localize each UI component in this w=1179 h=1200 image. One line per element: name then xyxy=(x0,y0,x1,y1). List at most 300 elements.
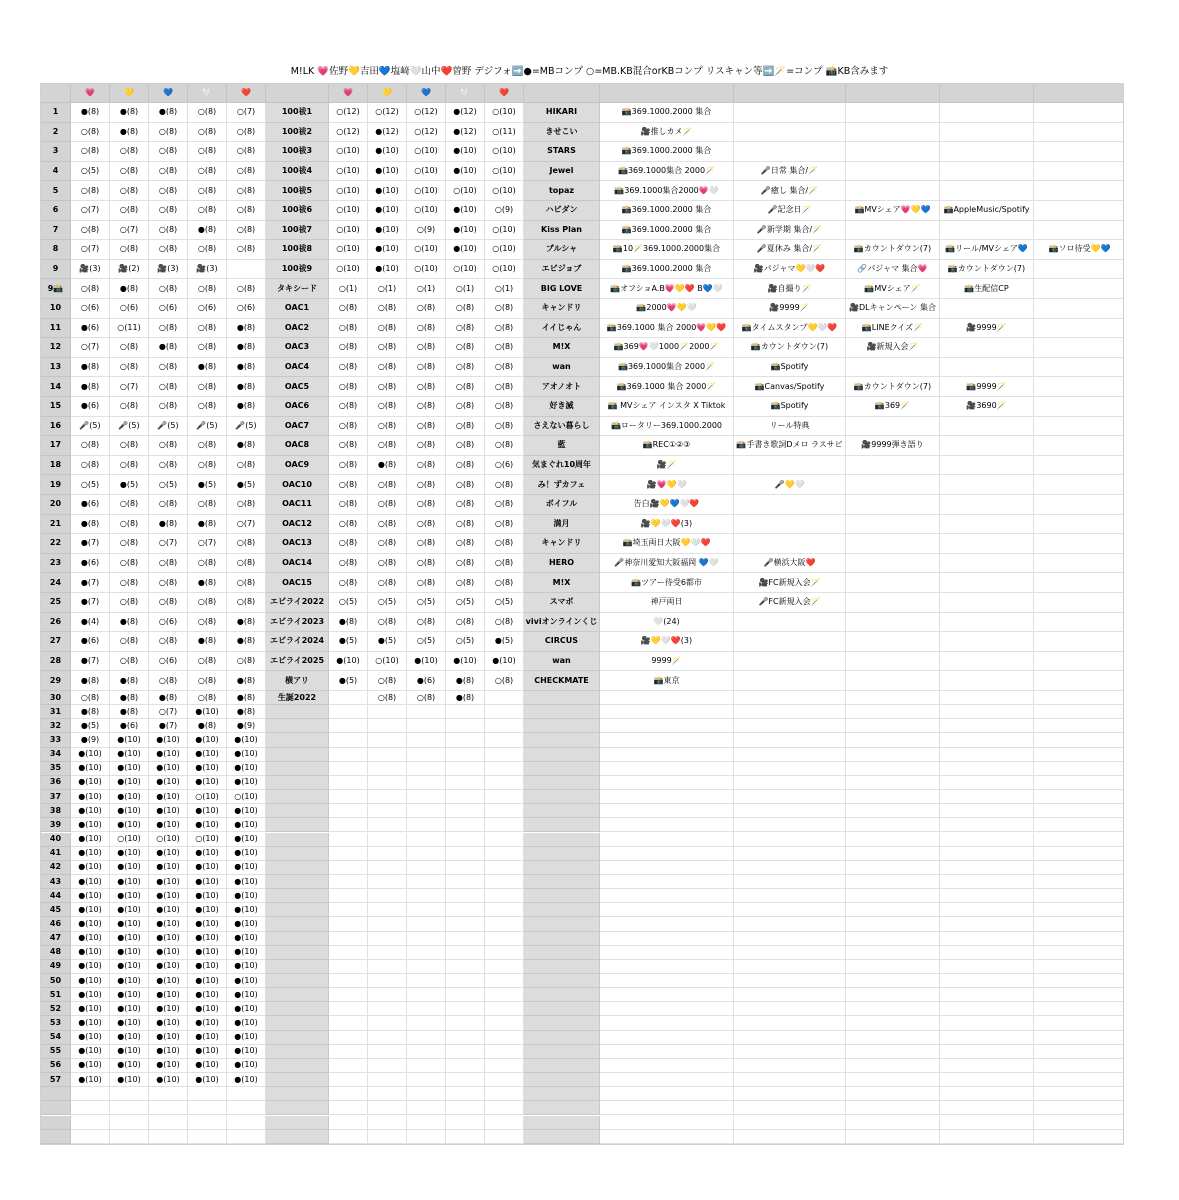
event-member-cell[interactable]: ○(8) xyxy=(485,377,524,397)
event-member-cell[interactable]: ○(10) xyxy=(407,181,446,201)
event-name-cell[interactable] xyxy=(266,1031,329,1045)
extra-item-cell[interactable] xyxy=(600,932,734,946)
digifo-cell[interactable]: ○(8) xyxy=(149,142,188,162)
event-member-cell[interactable]: ●(10) xyxy=(446,240,485,260)
digifo-cell[interactable]: ○(8) xyxy=(149,240,188,260)
extra-item-cell[interactable] xyxy=(1034,1031,1124,1045)
event-member-cell[interactable] xyxy=(368,903,407,917)
event-name-cell[interactable] xyxy=(266,960,329,974)
event-name-cell[interactable]: OAC10 xyxy=(266,475,329,495)
event-member-cell[interactable]: ○(8) xyxy=(368,397,407,417)
event-member-cell[interactable] xyxy=(368,1002,407,1016)
extra-item-cell[interactable]: 🎥推しカメ🪄 xyxy=(600,123,734,143)
event-member-cell[interactable] xyxy=(485,847,524,861)
event-member-cell[interactable] xyxy=(407,1130,446,1144)
event-member-cell[interactable]: ○(8) xyxy=(329,417,368,437)
digifo-cell[interactable]: ●(10) xyxy=(110,988,149,1002)
event-member-cell[interactable] xyxy=(485,1073,524,1087)
extra-item-cell[interactable] xyxy=(940,748,1034,762)
extra-item-cell[interactable]: 🎥9999🪄 xyxy=(940,319,1034,339)
row-number[interactable]: 9📸 xyxy=(41,279,71,299)
event-member-cell[interactable] xyxy=(368,762,407,776)
extra-item-cell[interactable] xyxy=(846,613,940,633)
extra-item-cell[interactable]: 📸タイムスタンプ💛🤍❤️ xyxy=(734,319,846,339)
digifo-cell[interactable]: ●(10) xyxy=(149,776,188,790)
event-member-cell[interactable] xyxy=(485,1045,524,1059)
row-number[interactable]: 46 xyxy=(41,917,71,931)
event-member-cell[interactable]: ○(5) xyxy=(329,593,368,613)
event-name-cell[interactable]: 生誕2022 xyxy=(266,691,329,705)
event-member-cell[interactable] xyxy=(368,790,407,804)
event-name-cell[interactable]: 100祓9 xyxy=(266,260,329,280)
digifo-cell[interactable]: ●(10) xyxy=(149,875,188,889)
extra-item-cell[interactable]: 📸369.1000集合 2000🪄 xyxy=(600,162,734,182)
digifo-cell[interactable]: ●(10) xyxy=(71,1045,110,1059)
extra-item-cell[interactable] xyxy=(846,818,940,832)
digifo-cell[interactable]: ○(8) xyxy=(110,495,149,515)
digifo-cell[interactable]: ●(10) xyxy=(110,960,149,974)
event-member-cell[interactable]: ○(8) xyxy=(446,436,485,456)
extra-item-cell[interactable] xyxy=(846,358,940,378)
extra-item-cell[interactable]: 🎤夏休み 集合/🪄 xyxy=(734,240,846,260)
extra-item-cell[interactable] xyxy=(1034,456,1124,476)
event-member-cell[interactable]: ●(10) xyxy=(368,260,407,280)
event-member-cell[interactable]: ○(10) xyxy=(485,142,524,162)
event-member-cell[interactable]: ○(5) xyxy=(407,632,446,652)
digifo-cell[interactable]: ○(8) xyxy=(188,201,227,221)
event-member-cell[interactable] xyxy=(368,719,407,733)
event-name-cell[interactable]: OAC1 xyxy=(266,299,329,319)
extra-item-cell[interactable] xyxy=(940,1045,1034,1059)
digifo-cell[interactable]: ●(10) xyxy=(149,847,188,861)
extra-item-cell[interactable]: 🎤FC新規入会🪄 xyxy=(734,593,846,613)
extra-item-cell[interactable] xyxy=(734,748,846,762)
event-name-cell[interactable]: エビライ2025 xyxy=(266,652,329,672)
extra-item-cell[interactable] xyxy=(734,1002,846,1016)
extra-item-cell[interactable]: 📸東京 xyxy=(600,671,734,691)
event-member-cell[interactable]: ●(10) xyxy=(446,221,485,241)
digifo-cell[interactable]: ●(6) xyxy=(71,319,110,339)
digifo-cell[interactable]: ●(10) xyxy=(149,1002,188,1016)
event-member-cell[interactable] xyxy=(446,988,485,1002)
digifo-cell[interactable]: ●(10) xyxy=(149,790,188,804)
event-member-cell[interactable]: ●(8) xyxy=(446,691,485,705)
extra-item-cell[interactable] xyxy=(734,515,846,535)
digifo-cell[interactable]: ●(8) xyxy=(227,338,266,358)
event-member-cell[interactable] xyxy=(407,875,446,889)
extra-item-cell[interactable] xyxy=(1034,1059,1124,1073)
event-name-cell[interactable]: OAC5 xyxy=(266,377,329,397)
digifo-cell[interactable]: ○(8) xyxy=(188,436,227,456)
extra-item-cell[interactable] xyxy=(1034,1073,1124,1087)
extra-item-cell[interactable] xyxy=(940,495,1034,515)
extra-item-cell[interactable] xyxy=(940,960,1034,974)
digifo-cell[interactable]: ●(5) xyxy=(110,475,149,495)
event-member-cell[interactable]: ○(8) xyxy=(368,554,407,574)
digifo-cell[interactable]: ●(10) xyxy=(227,847,266,861)
extra-item-cell[interactable] xyxy=(940,917,1034,931)
digifo-cell[interactable]: ●(10) xyxy=(149,1073,188,1087)
extra-item-cell[interactable]: 📸369.1000.2000 集合 xyxy=(600,260,734,280)
event-member-cell[interactable] xyxy=(485,1016,524,1030)
event-name-cell[interactable]: OAC14 xyxy=(266,554,329,574)
event-member-cell[interactable]: ●(10) xyxy=(446,652,485,672)
extra-item-cell[interactable] xyxy=(940,1073,1034,1087)
digifo-cell[interactable]: 🎥(3) xyxy=(188,260,227,280)
digifo-cell[interactable]: ●(10) xyxy=(110,903,149,917)
digifo-cell[interactable]: ●(10) xyxy=(188,705,227,719)
extra-item-cell[interactable] xyxy=(940,847,1034,861)
extra-item-cell[interactable] xyxy=(734,1130,846,1144)
event-member-cell[interactable]: ○(10) xyxy=(368,652,407,672)
extra-item-cell[interactable]: 🎤日常 集合/🪄 xyxy=(734,162,846,182)
digifo-cell[interactable]: ●(10) xyxy=(188,804,227,818)
digifo-cell[interactable]: ○(6) xyxy=(188,299,227,319)
extra-item-cell[interactable] xyxy=(1034,534,1124,554)
digifo-cell[interactable]: ●(10) xyxy=(227,776,266,790)
extra-item-cell[interactable] xyxy=(846,691,940,705)
digifo-cell[interactable]: 🎤(5) xyxy=(149,417,188,437)
digifo-cell[interactable]: ●(10) xyxy=(188,917,227,931)
event-member-cell[interactable] xyxy=(329,1087,368,1101)
event-member-cell[interactable] xyxy=(329,748,368,762)
extra-item-cell[interactable] xyxy=(846,632,940,652)
extra-item-cell[interactable] xyxy=(940,988,1034,1002)
digifo-cell[interactable]: ●(10) xyxy=(188,776,227,790)
event-member-cell[interactable]: ○(8) xyxy=(329,319,368,339)
digifo-cell[interactable]: 🎤(5) xyxy=(71,417,110,437)
extra-item-cell[interactable] xyxy=(1034,875,1124,889)
song-name-cell[interactable]: 好き滅 xyxy=(524,397,600,417)
digifo-cell[interactable]: ○(8) xyxy=(227,456,266,476)
extra-item-cell[interactable] xyxy=(846,221,940,241)
extra-item-cell[interactable] xyxy=(734,652,846,672)
digifo-cell[interactable]: ○(8) xyxy=(110,338,149,358)
event-member-cell[interactable]: ●(10) xyxy=(446,201,485,221)
digifo-cell[interactable]: ●(8) xyxy=(188,515,227,535)
digifo-cell[interactable]: 🎥(2) xyxy=(110,260,149,280)
extra-item-cell[interactable]: 📸生配信CP xyxy=(940,279,1034,299)
extra-item-cell[interactable] xyxy=(600,1087,734,1101)
extra-item-cell[interactable]: 📸Canvas/Spotify xyxy=(734,377,846,397)
digifo-cell[interactable]: ○(8) xyxy=(71,436,110,456)
event-member-cell[interactable] xyxy=(485,776,524,790)
digifo-cell[interactable]: ●(10) xyxy=(227,1002,266,1016)
row-number[interactable]: 51 xyxy=(41,988,71,1002)
event-member-cell[interactable] xyxy=(407,917,446,931)
event-member-cell[interactable] xyxy=(329,917,368,931)
event-member-cell[interactable]: ●(6) xyxy=(407,671,446,691)
digifo-cell[interactable]: ●(8) xyxy=(149,515,188,535)
event-name-cell[interactable]: タキシード xyxy=(266,279,329,299)
extra-item-cell[interactable] xyxy=(600,1130,734,1144)
digifo-cell[interactable]: ●(10) xyxy=(188,733,227,747)
event-member-cell[interactable]: ○(8) xyxy=(368,299,407,319)
extra-item-cell[interactable]: 🎥3690🪄 xyxy=(940,397,1034,417)
event-member-cell[interactable] xyxy=(485,1116,524,1130)
extra-item-cell[interactable] xyxy=(600,1059,734,1073)
extra-item-cell[interactable]: 📸Spotify xyxy=(734,397,846,417)
event-member-cell[interactable]: ○(10) xyxy=(485,181,524,201)
event-member-cell[interactable] xyxy=(446,847,485,861)
event-member-cell[interactable]: ○(1) xyxy=(446,279,485,299)
song-name-cell[interactable] xyxy=(524,847,600,861)
digifo-cell[interactable]: ○(8) xyxy=(188,691,227,705)
event-member-cell[interactable] xyxy=(407,1087,446,1101)
event-member-cell[interactable] xyxy=(446,1116,485,1130)
digifo-cell[interactable]: ●(7) xyxy=(149,719,188,733)
event-member-cell[interactable] xyxy=(446,705,485,719)
event-member-cell[interactable] xyxy=(368,1059,407,1073)
event-member-cell[interactable] xyxy=(368,1031,407,1045)
extra-item-cell[interactable] xyxy=(940,804,1034,818)
extra-item-cell[interactable] xyxy=(846,762,940,776)
extra-item-cell[interactable] xyxy=(940,946,1034,960)
event-member-cell[interactable]: ○(8) xyxy=(446,377,485,397)
song-name-cell[interactable] xyxy=(524,1130,600,1144)
digifo-cell[interactable]: ○(8) xyxy=(149,162,188,182)
event-member-cell[interactable]: ○(8) xyxy=(407,573,446,593)
song-name-cell[interactable]: 藍 xyxy=(524,436,600,456)
event-member-cell[interactable] xyxy=(407,804,446,818)
extra-item-cell[interactable] xyxy=(1034,719,1124,733)
event-member-cell[interactable]: ○(8) xyxy=(407,613,446,633)
digifo-cell[interactable]: ●(10) xyxy=(71,833,110,847)
digifo-cell[interactable] xyxy=(227,1101,266,1115)
event-member-cell[interactable] xyxy=(446,1087,485,1101)
extra-item-cell[interactable] xyxy=(940,719,1034,733)
extra-item-cell[interactable] xyxy=(940,221,1034,241)
event-member-cell[interactable] xyxy=(485,719,524,733)
digifo-cell[interactable]: ●(8) xyxy=(110,123,149,143)
song-name-cell[interactable]: キャンドリ xyxy=(524,534,600,554)
event-member-cell[interactable]: ○(8) xyxy=(329,475,368,495)
event-member-cell[interactable]: ●(12) xyxy=(368,123,407,143)
event-member-cell[interactable]: ○(8) xyxy=(407,475,446,495)
extra-item-cell[interactable] xyxy=(940,903,1034,917)
extra-item-cell[interactable] xyxy=(940,554,1034,574)
extra-item-cell[interactable] xyxy=(940,733,1034,747)
digifo-cell[interactable] xyxy=(149,1116,188,1130)
digifo-cell[interactable]: ○(8) xyxy=(110,515,149,535)
event-member-cell[interactable]: ○(10) xyxy=(446,181,485,201)
digifo-cell[interactable]: ○(7) xyxy=(110,221,149,241)
digifo-cell[interactable] xyxy=(110,1130,149,1144)
digifo-cell[interactable]: ●(10) xyxy=(188,988,227,1002)
extra-item-cell[interactable] xyxy=(1034,221,1124,241)
extra-item-cell[interactable]: 📸ソロ待受💛💙 xyxy=(1034,240,1124,260)
song-name-cell[interactable]: み！ずカフェ xyxy=(524,475,600,495)
digifo-cell[interactable]: ●(8) xyxy=(188,719,227,733)
event-name-cell[interactable] xyxy=(266,1045,329,1059)
digifo-cell[interactable]: ○(8) xyxy=(110,593,149,613)
event-name-cell[interactable] xyxy=(266,861,329,875)
extra-item-cell[interactable]: 📸AppleMusic/Spotify xyxy=(940,201,1034,221)
digifo-cell[interactable]: ○(7) xyxy=(149,705,188,719)
event-member-cell[interactable] xyxy=(407,1002,446,1016)
event-name-cell[interactable] xyxy=(266,988,329,1002)
event-name-cell[interactable]: 100祓4 xyxy=(266,162,329,182)
digifo-cell[interactable]: ○(8) xyxy=(149,495,188,515)
song-name-cell[interactable] xyxy=(524,1101,600,1115)
event-member-cell[interactable] xyxy=(485,818,524,832)
digifo-cell[interactable]: ●(6) xyxy=(71,632,110,652)
event-member-cell[interactable] xyxy=(485,875,524,889)
event-member-cell[interactable] xyxy=(407,776,446,790)
digifo-cell[interactable]: ●(10) xyxy=(110,932,149,946)
extra-item-cell[interactable] xyxy=(846,776,940,790)
digifo-cell[interactable]: ●(8) xyxy=(110,613,149,633)
extra-item-cell[interactable] xyxy=(846,1002,940,1016)
event-name-cell[interactable] xyxy=(266,1059,329,1073)
digifo-cell[interactable]: ●(10) xyxy=(110,889,149,903)
event-name-cell[interactable]: OAC12 xyxy=(266,515,329,535)
extra-item-cell[interactable] xyxy=(1034,818,1124,832)
event-member-cell[interactable] xyxy=(446,960,485,974)
event-member-cell[interactable]: ○(1) xyxy=(368,279,407,299)
event-member-cell[interactable]: ○(8) xyxy=(368,573,407,593)
digifo-cell[interactable]: ○(6) xyxy=(227,299,266,319)
extra-item-cell[interactable]: 📸369.1000 集合 2000💗💛❤️ xyxy=(600,319,734,339)
extra-item-cell[interactable]: 📸カウントダウン(7) xyxy=(846,240,940,260)
extra-item-cell[interactable] xyxy=(846,652,940,672)
digifo-cell[interactable]: ○(6) xyxy=(149,613,188,633)
row-number[interactable]: 1 xyxy=(41,103,71,123)
digifo-cell[interactable]: ●(10) xyxy=(110,1059,149,1073)
digifo-cell[interactable]: ●(8) xyxy=(149,103,188,123)
event-member-cell[interactable]: ○(10) xyxy=(329,181,368,201)
event-member-cell[interactable] xyxy=(368,705,407,719)
event-member-cell[interactable]: ○(8) xyxy=(407,299,446,319)
extra-item-cell[interactable] xyxy=(846,960,940,974)
extra-item-cell[interactable] xyxy=(940,790,1034,804)
digifo-cell[interactable]: ●(8) xyxy=(71,705,110,719)
event-member-cell[interactable] xyxy=(446,1059,485,1073)
event-member-cell[interactable] xyxy=(329,691,368,705)
row-number[interactable]: 35 xyxy=(41,762,71,776)
event-member-cell[interactable]: ○(8) xyxy=(446,319,485,339)
digifo-cell[interactable]: ●(8) xyxy=(71,358,110,378)
event-member-cell[interactable] xyxy=(368,847,407,861)
event-member-cell[interactable]: ○(8) xyxy=(485,397,524,417)
extra-item-cell[interactable] xyxy=(600,974,734,988)
row-number[interactable]: 38 xyxy=(41,804,71,818)
extra-item-cell[interactable]: 📸369.1000.2000 集合 xyxy=(600,201,734,221)
event-member-cell[interactable]: ○(10) xyxy=(329,260,368,280)
event-name-cell[interactable]: エビライ2024 xyxy=(266,632,329,652)
event-member-cell[interactable]: ○(8) xyxy=(485,436,524,456)
event-member-cell[interactable]: ○(1) xyxy=(485,279,524,299)
event-member-cell[interactable] xyxy=(329,762,368,776)
extra-item-cell[interactable] xyxy=(846,1087,940,1101)
digifo-cell[interactable]: ○(8) xyxy=(149,632,188,652)
digifo-cell[interactable]: ○(6) xyxy=(110,299,149,319)
song-name-cell[interactable]: Jewel xyxy=(524,162,600,182)
event-name-cell[interactable]: OAC3 xyxy=(266,338,329,358)
digifo-cell[interactable]: ●(10) xyxy=(227,748,266,762)
extra-item-cell[interactable] xyxy=(1034,748,1124,762)
song-name-cell[interactable] xyxy=(524,1016,600,1030)
row-number[interactable]: 10 xyxy=(41,299,71,319)
event-member-cell[interactable] xyxy=(368,960,407,974)
row-number[interactable]: 54 xyxy=(41,1031,71,1045)
event-member-cell[interactable]: ○(8) xyxy=(368,691,407,705)
event-member-cell[interactable] xyxy=(407,1116,446,1130)
song-name-cell[interactable]: STARS xyxy=(524,142,600,162)
event-member-cell[interactable]: ●(8) xyxy=(329,613,368,633)
row-number[interactable]: 6 xyxy=(41,201,71,221)
extra-item-cell[interactable] xyxy=(846,875,940,889)
extra-item-cell[interactable] xyxy=(600,748,734,762)
event-member-cell[interactable] xyxy=(485,691,524,705)
extra-item-cell[interactable] xyxy=(1034,103,1124,123)
event-member-cell[interactable] xyxy=(407,762,446,776)
event-member-cell[interactable] xyxy=(407,1045,446,1059)
song-name-cell[interactable]: さえない暮らし xyxy=(524,417,600,437)
song-name-cell[interactable]: topaz xyxy=(524,181,600,201)
event-member-cell[interactable] xyxy=(329,833,368,847)
row-number[interactable]: 22 xyxy=(41,534,71,554)
event-member-cell[interactable]: ○(12) xyxy=(329,103,368,123)
extra-item-cell[interactable]: 📸カウントダウン(7) xyxy=(940,260,1034,280)
digifo-cell[interactable]: ○(8) xyxy=(227,181,266,201)
event-name-cell[interactable] xyxy=(266,917,329,931)
event-name-cell[interactable]: 100祓2 xyxy=(266,123,329,143)
event-member-cell[interactable]: ○(8) xyxy=(446,573,485,593)
event-name-cell[interactable]: エビライ2022 xyxy=(266,593,329,613)
digifo-cell[interactable]: ●(6) xyxy=(71,495,110,515)
digifo-cell[interactable]: 🎤(5) xyxy=(188,417,227,437)
digifo-cell[interactable]: ●(8) xyxy=(227,358,266,378)
extra-item-cell[interactable] xyxy=(846,988,940,1002)
extra-item-cell[interactable]: 🎥9999弾き語り xyxy=(846,436,940,456)
digifo-cell[interactable]: ●(8) xyxy=(110,671,149,691)
digifo-cell[interactable]: ●(8) xyxy=(188,632,227,652)
event-member-cell[interactable] xyxy=(446,776,485,790)
extra-item-cell[interactable]: 🎤💛🤍 xyxy=(734,475,846,495)
digifo-cell[interactable]: ○(8) xyxy=(188,319,227,339)
event-member-cell[interactable]: ○(10) xyxy=(407,162,446,182)
event-member-cell[interactable]: ○(1) xyxy=(329,279,368,299)
event-member-cell[interactable] xyxy=(368,889,407,903)
event-member-cell[interactable]: ○(8) xyxy=(368,534,407,554)
extra-item-cell[interactable] xyxy=(600,790,734,804)
row-number[interactable]: 4 xyxy=(41,162,71,182)
extra-item-cell[interactable] xyxy=(940,515,1034,535)
digifo-cell[interactable]: ○(11) xyxy=(110,319,149,339)
digifo-cell[interactable]: ○(8) xyxy=(110,181,149,201)
extra-item-cell[interactable] xyxy=(1034,358,1124,378)
digifo-cell[interactable] xyxy=(149,1087,188,1101)
event-member-cell[interactable] xyxy=(368,1073,407,1087)
event-member-cell[interactable]: ●(10) xyxy=(446,162,485,182)
digifo-cell[interactable]: ○(8) xyxy=(110,632,149,652)
event-member-cell[interactable]: ○(8) xyxy=(407,515,446,535)
extra-item-cell[interactable]: 📸369.1000.2000 集合 xyxy=(600,142,734,162)
event-member-cell[interactable]: ○(12) xyxy=(407,103,446,123)
digifo-cell[interactable]: ●(10) xyxy=(227,1045,266,1059)
event-name-cell[interactable]: OAC9 xyxy=(266,456,329,476)
extra-item-cell[interactable] xyxy=(734,1016,846,1030)
extra-item-cell[interactable] xyxy=(734,705,846,719)
event-member-cell[interactable]: ○(8) xyxy=(485,338,524,358)
event-member-cell[interactable]: ○(8) xyxy=(407,456,446,476)
extra-item-cell[interactable] xyxy=(1034,201,1124,221)
event-member-cell[interactable] xyxy=(485,889,524,903)
event-member-cell[interactable]: ●(10) xyxy=(368,201,407,221)
digifo-cell[interactable]: ●(6) xyxy=(71,397,110,417)
extra-item-cell[interactable] xyxy=(600,776,734,790)
